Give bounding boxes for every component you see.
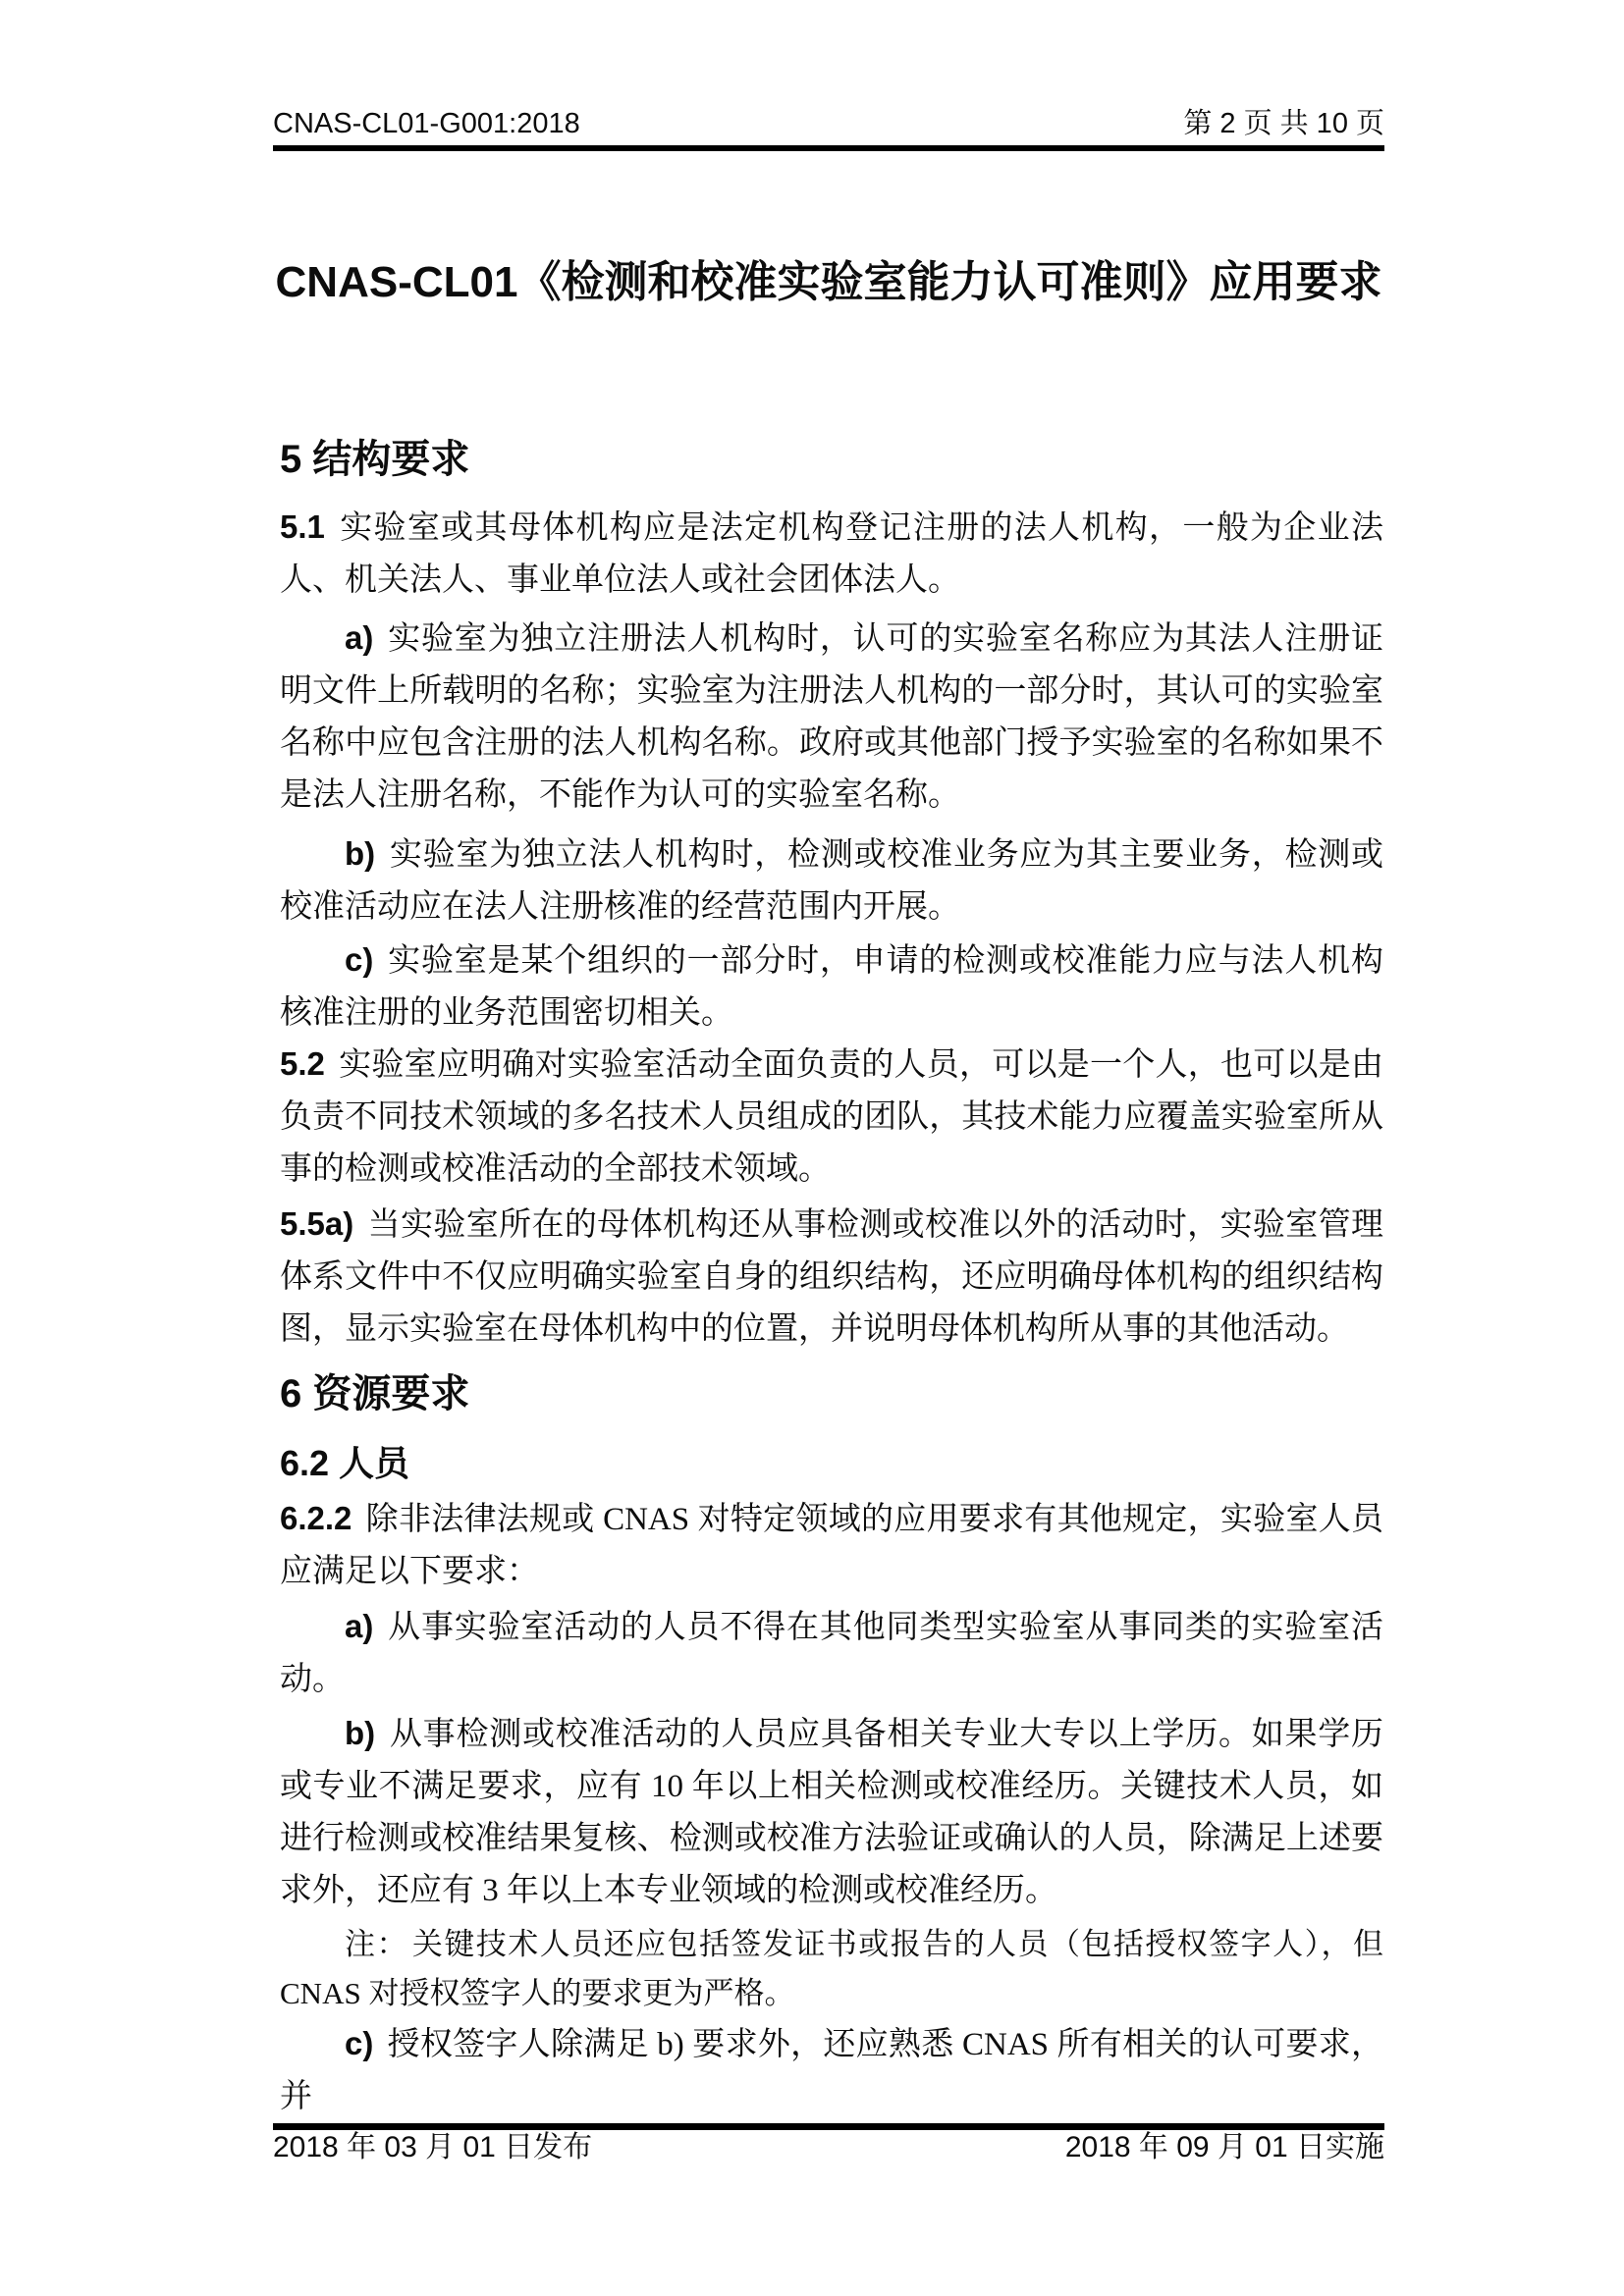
- note-label: 注：: [345, 1927, 408, 1961]
- clause-6-2-2-b-text: 从事检测或校准活动的人员应具备相关专业大专以上学历。如果学历或专业不满足要求，应有 10 年以上相关检测或校准经历。关键技术人员，如进行检测或校准结果复核、检测或校准方法验证或确认的人员，除满足上述要求外，还应有 3 年以上本专业领域的检测或校准经历。: [280, 1717, 1383, 1908]
- clause-6-2-2-b: [280, 1707, 1383, 1917]
- doc-number: CNAS-CL01-G001:2018: [273, 108, 580, 139]
- implement-date: 2018 年 09 月 01 日实施: [1064, 2131, 1384, 2163]
- clause-6-2-2-text: 除非法律法规或 CNAS 对特定领域的应用要求有其他规定，实验室人员应满足以下要求：: [280, 1502, 1383, 1589]
- clause-5-1-b-label: b): [345, 835, 376, 872]
- clause-6-2-2-c-text: 授权签字人除满足 b) 要求外，还应熟悉 CNAS 所有相关的认可要求，并: [280, 2027, 1383, 2114]
- clause-5-2-label: 5.2: [280, 1045, 325, 1082]
- section-heading-structure: 5 结构要求: [280, 438, 470, 481]
- clause-5-5-a-label: 5.5a): [280, 1205, 354, 1242]
- clause-5-1-c: [280, 934, 1383, 1040]
- clause-5-1-b-text: 实验室为独立法人机构时，检测或校准业务应为其主要业务，检测或校准活动应在法人注册核准的经营范围内开展。: [280, 837, 1383, 925]
- clause-6-2-2-a-text: 从事实验室活动的人员不得在其他同类型实验室从事同类的实验室活动。: [280, 1610, 1383, 1697]
- clause-6-2-2-c-label: c): [345, 2025, 374, 2061]
- clause-5-1-b: [280, 828, 1383, 934]
- document-title: CNAS-CL01《检测和校准实验室能力认可准则》应用要求: [275, 258, 1382, 306]
- header-rule: [273, 145, 1384, 151]
- clause-5-1-label: 5.1: [280, 508, 325, 545]
- clause-5-1-a-label: a): [345, 619, 374, 656]
- section-heading-resources: 6 资源要求: [280, 1372, 470, 1415]
- page-header: [273, 104, 1384, 143]
- clause-5-1-c-label: c): [345, 941, 374, 978]
- clause-6-2-2-label: 6.2.2: [280, 1500, 352, 1536]
- note-text: 关键技术人员还应包括签发证书或报告的人员（包括授权签字人），但 CNAS 对授权签字人的要求更为严格。: [280, 1927, 1383, 2010]
- clause-6-2-2-c: [280, 2017, 1383, 2123]
- clause-5-1-c-text: 实验室是某个组织的一部分时，申请的检测或校准能力应与法人机构核准注册的业务范围密切相关。: [280, 943, 1383, 1031]
- subsection-heading-personnel: 6.2 人员: [280, 1443, 410, 1483]
- page-indicator: 第 2 页 共 10 页: [1183, 108, 1384, 139]
- clause-6-2-2-a: [280, 1600, 1383, 1706]
- clause-6-2-2: [280, 1492, 1383, 1598]
- clause-5-1: [280, 501, 1383, 607]
- page-footer: [273, 2128, 1384, 2167]
- clause-6-2-2-b-label: b): [345, 1715, 376, 1751]
- clause-5-1-a-text: 实验室为独立注册法人机构时，认可的实验室名称应为其法人注册证明文件上所载明的名称；实验室为注册法人机构的一部分时，其认可的实验室名称中应包含注册的法人机构名称。政府或其他部门授予实验室的名称如果不是法人注册名称，不能作为认可的实验室名称。: [280, 621, 1383, 813]
- note-key-technical-personnel: [280, 1920, 1383, 2018]
- clause-5-5-a: [280, 1198, 1383, 1356]
- clause-5-1-text: 实验室或其母体机构应是法定机构登记注册的法人机构，一般为企业法人、机关法人、事业单位法人或社会团体法人。: [280, 510, 1383, 598]
- issue-date: 2018 年 03 月 01 日发布: [273, 2131, 593, 2163]
- clause-6-2-2-a-label: a): [345, 1608, 374, 1644]
- clause-5-2-text: 实验室应明确对实验室活动全面负责的人员，可以是一个人，也可以是由负责不同技术领域的多名技术人员组成的团队，其技术能力应覆盖实验室所从事的检测或校准活动的全部技术领域。: [280, 1047, 1383, 1187]
- clause-5-1-a: [280, 612, 1383, 822]
- clause-5-2: [280, 1038, 1383, 1196]
- clause-5-5-a-text: 当实验室所在的母体机构还从事检测或校准以外的活动时，实验室管理体系文件中不仅应明确实验室自身的组织结构，还应明确母体机构的组织结构图，显示实验室在母体机构中的位置，并说明母体机构所从事的其他活动。: [280, 1207, 1383, 1347]
